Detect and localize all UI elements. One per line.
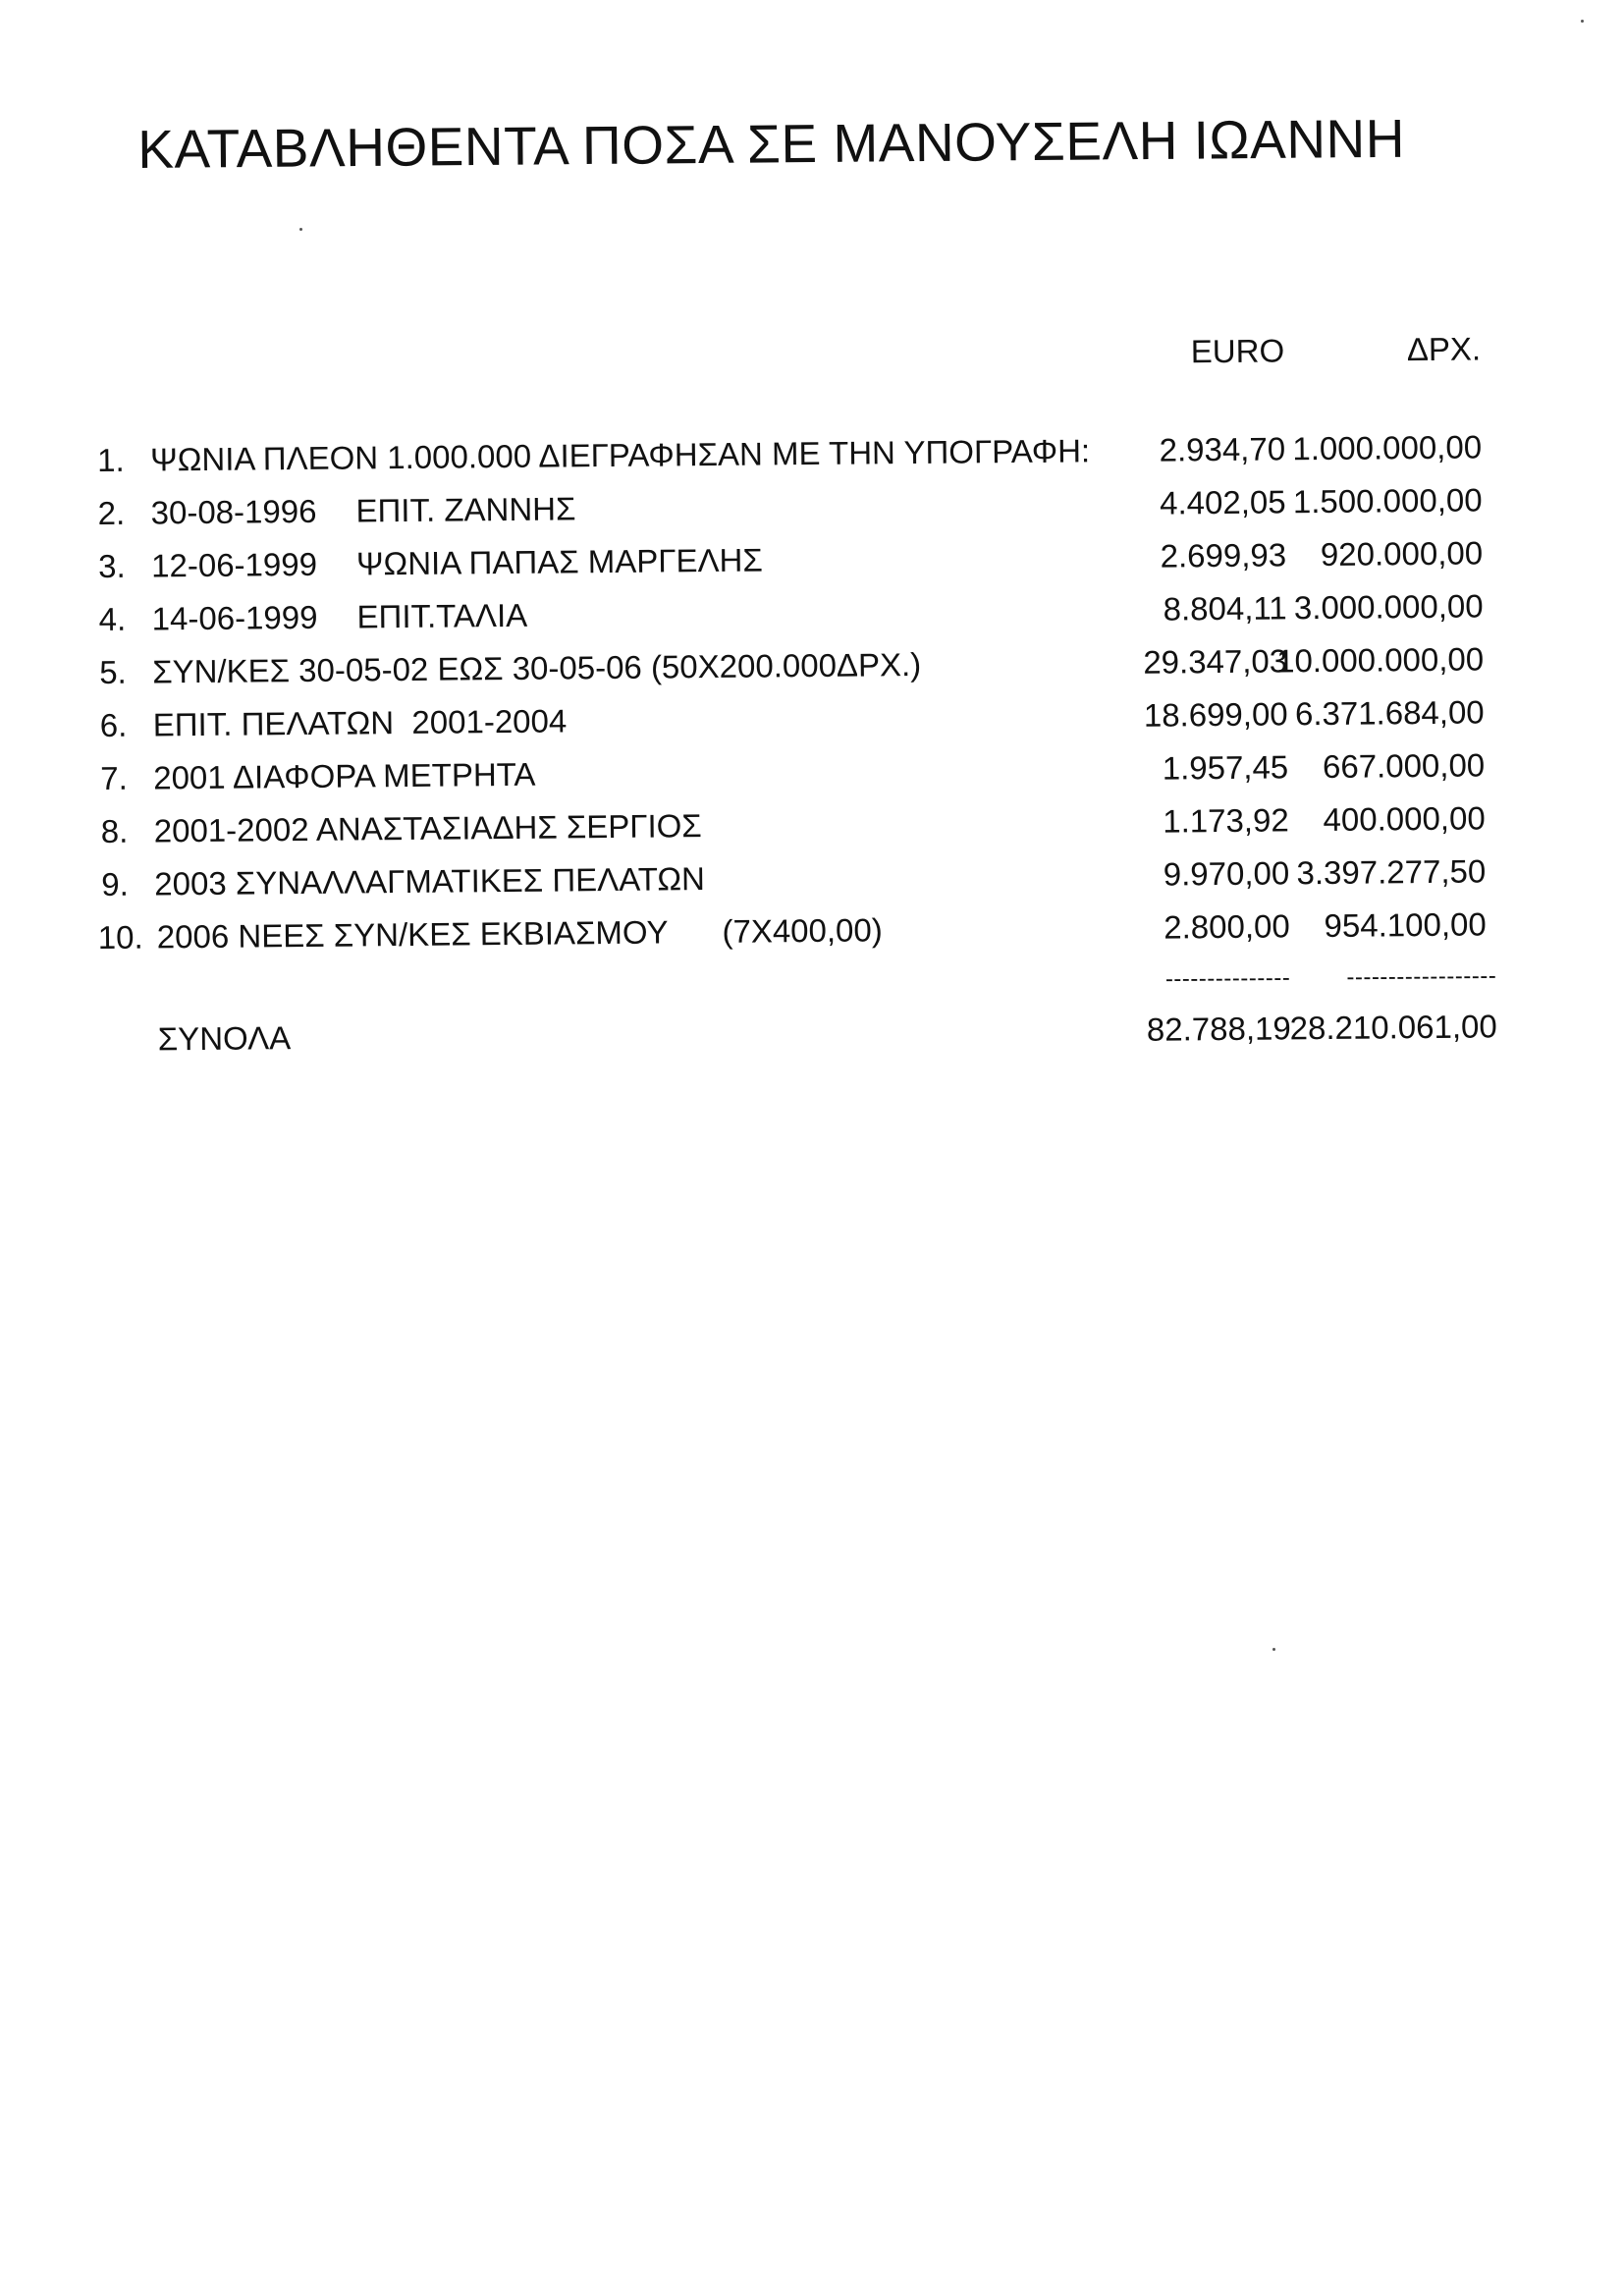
row-date: 30-08-1996 xyxy=(150,492,317,531)
table-header xyxy=(96,330,1570,403)
row-drx-amount: 3.397.277,50 xyxy=(1296,852,1487,892)
row-number: 7. xyxy=(100,759,128,796)
row-text: ΨΩΝΙΑ ΠΛΕΟΝ 1.000.000 ΔΙΕΓΡΑΦΗΣΑΝ ΜΕ ΤΗΝ ΥΠΟΓΡΑΦΗ: xyxy=(149,432,1091,478)
row-number: 3. xyxy=(97,547,126,584)
row-text: 2003 ΣΥΝΑΛΛΑΓΜΑΤΙΚΕΣ ΠΕΛΑΤΩΝ xyxy=(154,860,706,902)
row-description xyxy=(150,490,575,531)
row-number: 9. xyxy=(101,865,129,902)
row-drx-amount: 400.000,00 xyxy=(1323,799,1486,839)
row-text: ΣΥΝ/ΚΕΣ 30-05-02 ΕΩΣ 30-05-06 (50Χ200.000ΔΡΧ.) xyxy=(152,645,922,690)
row-text: ΕΠΙΤ.ΤΑΛΙΑ xyxy=(356,596,528,635)
row-text: ΕΠΙΤ. ΠΕΛΑΤΩΝ 2001-2004 xyxy=(152,702,568,743)
row-description xyxy=(153,702,568,743)
row-description xyxy=(154,860,705,902)
row-euro-amount: 4.402,05 xyxy=(1159,483,1286,521)
row-euro-amount: 2.800,00 xyxy=(1164,907,1290,946)
row-description xyxy=(150,432,1090,478)
scan-speck xyxy=(1272,1648,1275,1651)
euro-separator: --------------- xyxy=(1164,964,1291,993)
payments-table xyxy=(96,330,1576,1080)
row-number: 5. xyxy=(99,653,127,690)
row-euro-amount: 9.970,00 xyxy=(1163,854,1290,893)
row-euro-amount: 2.934,70 xyxy=(1159,430,1286,468)
row-drx-amount: 1.000.000,00 xyxy=(1292,428,1483,467)
row-date: 12-06-1999 xyxy=(150,545,318,584)
row-drx-amount: 10.000.000,00 xyxy=(1275,640,1485,680)
row-number: 10. xyxy=(97,918,143,957)
document-title: ΚΑΤΑΒΛΗΘΕΝΤΑ ΠΟΣΑ ΣΕ ΜΑΝΟΥΣΕΛΗ ΙΩΑΝΝΗ xyxy=(137,107,1406,180)
row-description xyxy=(154,807,702,849)
drx-separator: ------------------ xyxy=(1346,962,1497,991)
row-drx-amount: 954.100,00 xyxy=(1324,905,1487,945)
row-number: 1. xyxy=(96,441,125,478)
row-euro-amount: 18.699,00 xyxy=(1143,695,1288,734)
scan-speck xyxy=(1581,20,1584,23)
row-description xyxy=(152,646,921,691)
row-text: ΨΩΝΙΑ ΠΑΠΑΣ ΜΑΡΓΕΛΗΣ xyxy=(355,541,763,582)
scan-speck xyxy=(299,228,302,231)
row-drx-amount: 3.000.000,00 xyxy=(1293,587,1484,627)
row-drx-amount: 920.000,00 xyxy=(1320,534,1484,574)
row-text: ΕΠΙΤ. ΖΑΝΝΗΣ xyxy=(355,490,576,529)
row-euro-amount: 2.699,93 xyxy=(1160,536,1287,574)
table-body xyxy=(97,428,1575,972)
row-euro-amount: 8.804,11 xyxy=(1163,589,1287,628)
totals-label: ΣΥΝΟΛΑ xyxy=(157,1019,292,1058)
row-text: 2001 ΔΙΑΦΟΡΑ ΜΕΤΡΗΤΑ xyxy=(153,755,536,796)
row-date: 14-06-1999 xyxy=(151,598,318,637)
row-note: (7Χ400,00) xyxy=(722,911,883,950)
row-drx-amount: 1.500.000,00 xyxy=(1292,481,1483,520)
row-drx-amount: 667.000,00 xyxy=(1322,746,1486,786)
totals-drx-amount: 28.210.061,00 xyxy=(1289,1008,1497,1047)
row-euro-amount: 29.347,03 xyxy=(1143,642,1288,681)
row-euro-amount: 1.957,45 xyxy=(1162,748,1289,787)
row-number: 8. xyxy=(100,812,129,849)
row-number: 2. xyxy=(97,494,126,531)
row-description xyxy=(157,911,883,956)
row-euro-amount: 1.173,92 xyxy=(1163,801,1289,840)
row-text: 2001-2002 ΑΝΑΣΤΑΣΙΑΔΗΣ ΣΕΡΓΙΟΣ xyxy=(153,807,702,849)
totals-euro-amount: 82.788,19 xyxy=(1146,1010,1291,1048)
row-description xyxy=(152,597,528,638)
row-number: 4. xyxy=(98,600,127,637)
row-description xyxy=(153,756,536,797)
row-number: 6. xyxy=(99,706,128,743)
row-text: 2006 ΝΕΕΣ ΣΥΝ/ΚΕΣ ΕΚΒΙΑΣΜΟΥ xyxy=(156,913,669,956)
row-drx-amount: 6.371.684,00 xyxy=(1294,693,1485,733)
euro-column-header: EURO xyxy=(1190,332,1285,370)
drx-column-header: ΔΡΧ. xyxy=(1406,330,1482,368)
row-description xyxy=(151,541,763,584)
